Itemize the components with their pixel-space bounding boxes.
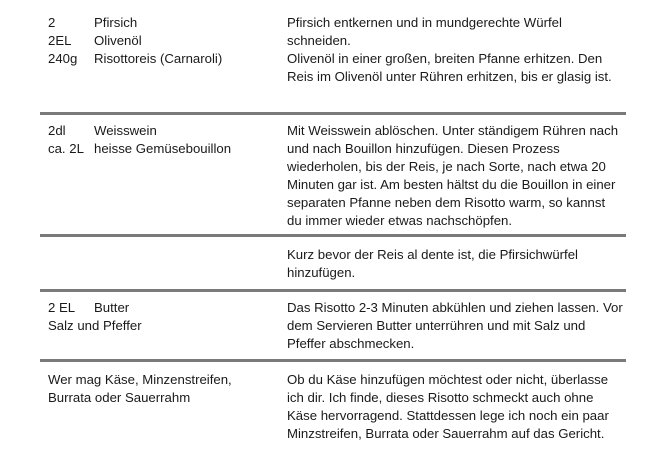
- row-divider: [40, 359, 626, 362]
- ingredients-list: [48, 371, 278, 407]
- instruction-line: separaten Pfanne neben dem Risotto warm, so kannst: [287, 195, 606, 210]
- row-divider: [40, 112, 626, 115]
- ingredient-name: Risottoreis (Carnaroli): [94, 51, 223, 66]
- instruction-line: Pfeffer abschmecken.: [287, 336, 415, 351]
- instruction-text: [287, 299, 637, 353]
- ingredient: [48, 122, 278, 140]
- instruction-line: Pfirsich entkernen und in mundgerechte Würfel: [287, 15, 562, 30]
- ingredient-quantity: ca. 2L: [48, 141, 84, 156]
- instruction-text: [287, 122, 637, 230]
- instruction-line: Das Risotto 2-3 Minuten abkühlen und ziehen lassen. Vor: [287, 300, 623, 315]
- instruction-line: Mit Weisswein ablöschen. Unter ständigem Rühren nach: [287, 123, 619, 138]
- ingredient-name: Olivenöl: [94, 33, 142, 48]
- instruction-line: du immer wieder etwas nachschöpfen.: [287, 213, 513, 228]
- ingredient-quantity: 2 EL: [48, 300, 76, 315]
- instruction-line: Minzstreifen, Burrata oder Sauerrahm auf das Gericht.: [287, 426, 605, 441]
- instruction-line: Minuten gar ist. Am besten hältst du die Bouillon in einer: [287, 177, 616, 192]
- ingredients-list: [48, 122, 278, 158]
- ingredient: [48, 140, 278, 158]
- ingredient: [48, 32, 278, 50]
- ingredient-quantity: 2: [48, 15, 56, 30]
- instruction-text: [287, 246, 637, 282]
- ingredient: [48, 299, 278, 317]
- ingredient-quantity: 2EL: [48, 33, 72, 48]
- ingredient-name: Weisswein: [94, 123, 157, 138]
- ingredient: [48, 50, 278, 68]
- ingredients-list: [48, 299, 278, 335]
- ingredient-free-text: Salz und Pfeffer: [48, 318, 142, 333]
- instruction-line: wiederholen, bis der Reis, je nach Sorte, nach etwa 20: [287, 159, 606, 174]
- row-divider: [40, 234, 626, 237]
- ingredient-name: heisse Gemüsebouillon: [94, 141, 232, 156]
- ingredient-free-text: Burrata oder Sauerrahm: [48, 390, 191, 405]
- ingredients-list: [48, 14, 278, 68]
- instruction-line: Käse hervorragend. Stattdessen lege ich noch ein paar: [287, 408, 609, 423]
- ingredient: [48, 14, 278, 32]
- instruction-line: Ob du Käse hinzufügen möchtest oder nicht, überlasse: [287, 372, 609, 387]
- row-divider: [40, 289, 626, 292]
- instruction-text: [287, 14, 637, 86]
- instruction-text: [287, 371, 637, 443]
- ingredient-free-text: Wer mag Käse, Minzenstreifen,: [48, 372, 232, 387]
- instruction-line: Reis im Olivenöl unter Rühren erhitzen, bis er glasig ist.: [287, 69, 612, 84]
- ingredient-quantity: 240g: [48, 51, 78, 66]
- ingredient-name: Butter: [94, 300, 130, 315]
- instruction-line: ich dir. Ich finde, dieses Risotto schmeckt auch ohne: [287, 390, 594, 405]
- instruction-line: Olivenöl in einer großen, breiten Pfanne erhitzen. Den: [287, 51, 603, 66]
- ingredient-name: Pfirsich: [94, 15, 138, 30]
- instruction-line: und nach Bouillon hinzufügen. Diesen Prozess: [287, 141, 560, 156]
- instruction-line: dem Servieren Butter unterrühren und mit Salz und: [287, 318, 586, 333]
- instruction-line: schneiden.: [287, 33, 351, 48]
- ingredient-quantity: 2dl: [48, 123, 66, 138]
- instruction-line: Kurz bevor der Reis al dente ist, die Pfirsichwürfel: [287, 247, 578, 262]
- instruction-line: hinzufügen.: [287, 265, 356, 280]
